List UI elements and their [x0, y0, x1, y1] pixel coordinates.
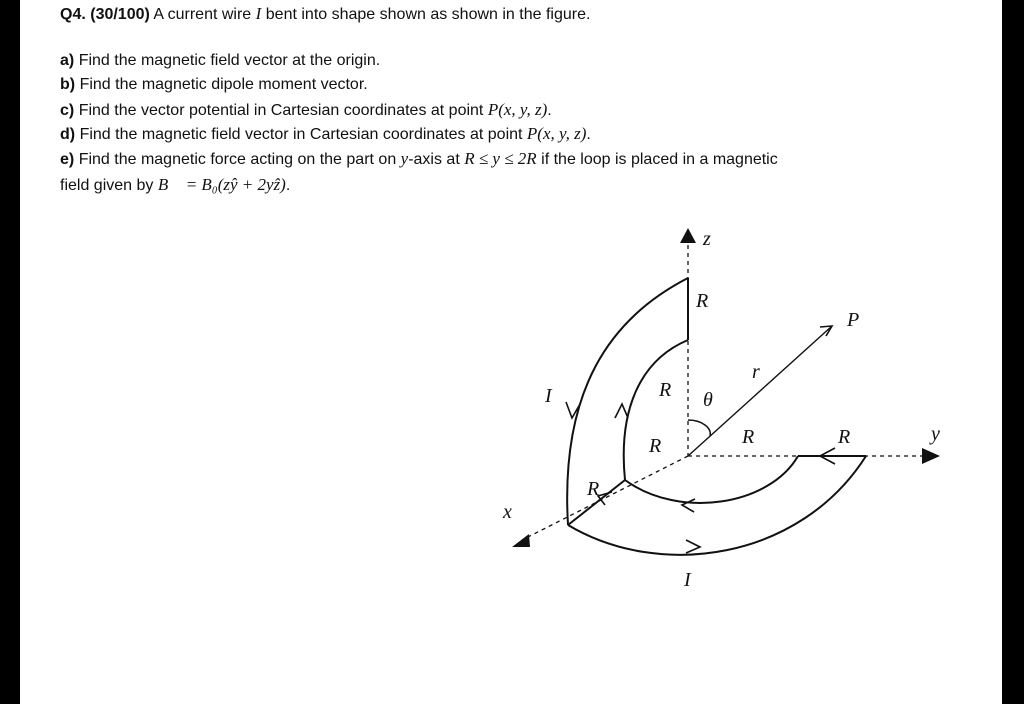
- field-expression: B⃗ = B₀(zŷ + 2yẑ): [157, 175, 286, 194]
- arrow-inner-left: [615, 404, 628, 418]
- item-b-tag: b): [60, 76, 76, 93]
- item-a-tag: a): [60, 52, 75, 69]
- question-prompt-end: bent into shape shown as shown in the figure.: [261, 6, 591, 23]
- item-e-text3: if the loop is placed in a magnetic: [536, 151, 778, 168]
- item-d-math: P(x, y, z): [526, 124, 587, 143]
- radius-x-outer-label: R: [587, 478, 600, 500]
- theta-label: θ: [703, 389, 713, 411]
- item-e-line2-end: .: [285, 177, 291, 194]
- axis-x-label: x: [503, 501, 512, 523]
- radius-y-outer-label: R: [838, 426, 851, 448]
- y-axis-arrow: [922, 448, 940, 464]
- radius-z-inner-label: R: [659, 379, 672, 401]
- arrow-xy-bottom-left: [598, 492, 612, 505]
- radius-y-inner-label: R: [742, 426, 755, 448]
- axis-z-label: z: [703, 228, 711, 250]
- item-d-text: Find the magnetic field vector in Cartesian coordinates at point: [79, 126, 527, 143]
- x-axis-arrow: [512, 534, 530, 547]
- item-e-math1: y: [400, 149, 409, 168]
- item-c-math: P(x, y, z): [487, 100, 548, 119]
- z-axis-arrow: [680, 228, 696, 243]
- outer-arc-xy: [568, 456, 866, 555]
- current-bottom-label: I: [684, 569, 691, 591]
- item-e-text2: -axis at: [408, 151, 465, 168]
- vector-r-label: r⃗: [752, 361, 776, 383]
- inner-arc-xy: [625, 456, 798, 503]
- axis-y-label: y: [931, 423, 940, 445]
- question-prompt-start: A current wire: [153, 6, 256, 23]
- current-left-label: I: [545, 385, 552, 407]
- item-e-text1: Find the magnetic force acting on the part on: [78, 151, 401, 168]
- item-c-tag: c): [60, 102, 75, 119]
- question-number: Q4. (30/100): [60, 6, 150, 23]
- item-b-text: Find the magnetic dipole moment vector.: [79, 76, 368, 93]
- arrow-outer-bottom: [686, 540, 700, 553]
- current-symbol: I: [255, 4, 262, 23]
- angle-arc: [688, 420, 710, 436]
- item-d-tag: d): [60, 126, 76, 143]
- item-c-text: Find the vector potential in Cartesian coordinates at point: [78, 102, 488, 119]
- radius-x-inner-label: R: [649, 435, 662, 457]
- radius-z-top-label: R: [696, 290, 709, 312]
- item-c-end: .: [547, 102, 552, 119]
- inner-arc-xz: [624, 340, 688, 480]
- outer-arc-xz: [567, 278, 688, 525]
- item-d-end: .: [586, 126, 591, 143]
- item-e-tag: e): [60, 151, 75, 168]
- arrow-inner-bottom: [682, 499, 695, 512]
- point-label: P: [847, 309, 860, 331]
- item-a-text: Find the magnetic field vector at the origin.: [78, 52, 381, 69]
- item-e-math2: R ≤ y ≤ 2R: [464, 149, 537, 168]
- item-e-line2-text: field given by: [60, 177, 158, 194]
